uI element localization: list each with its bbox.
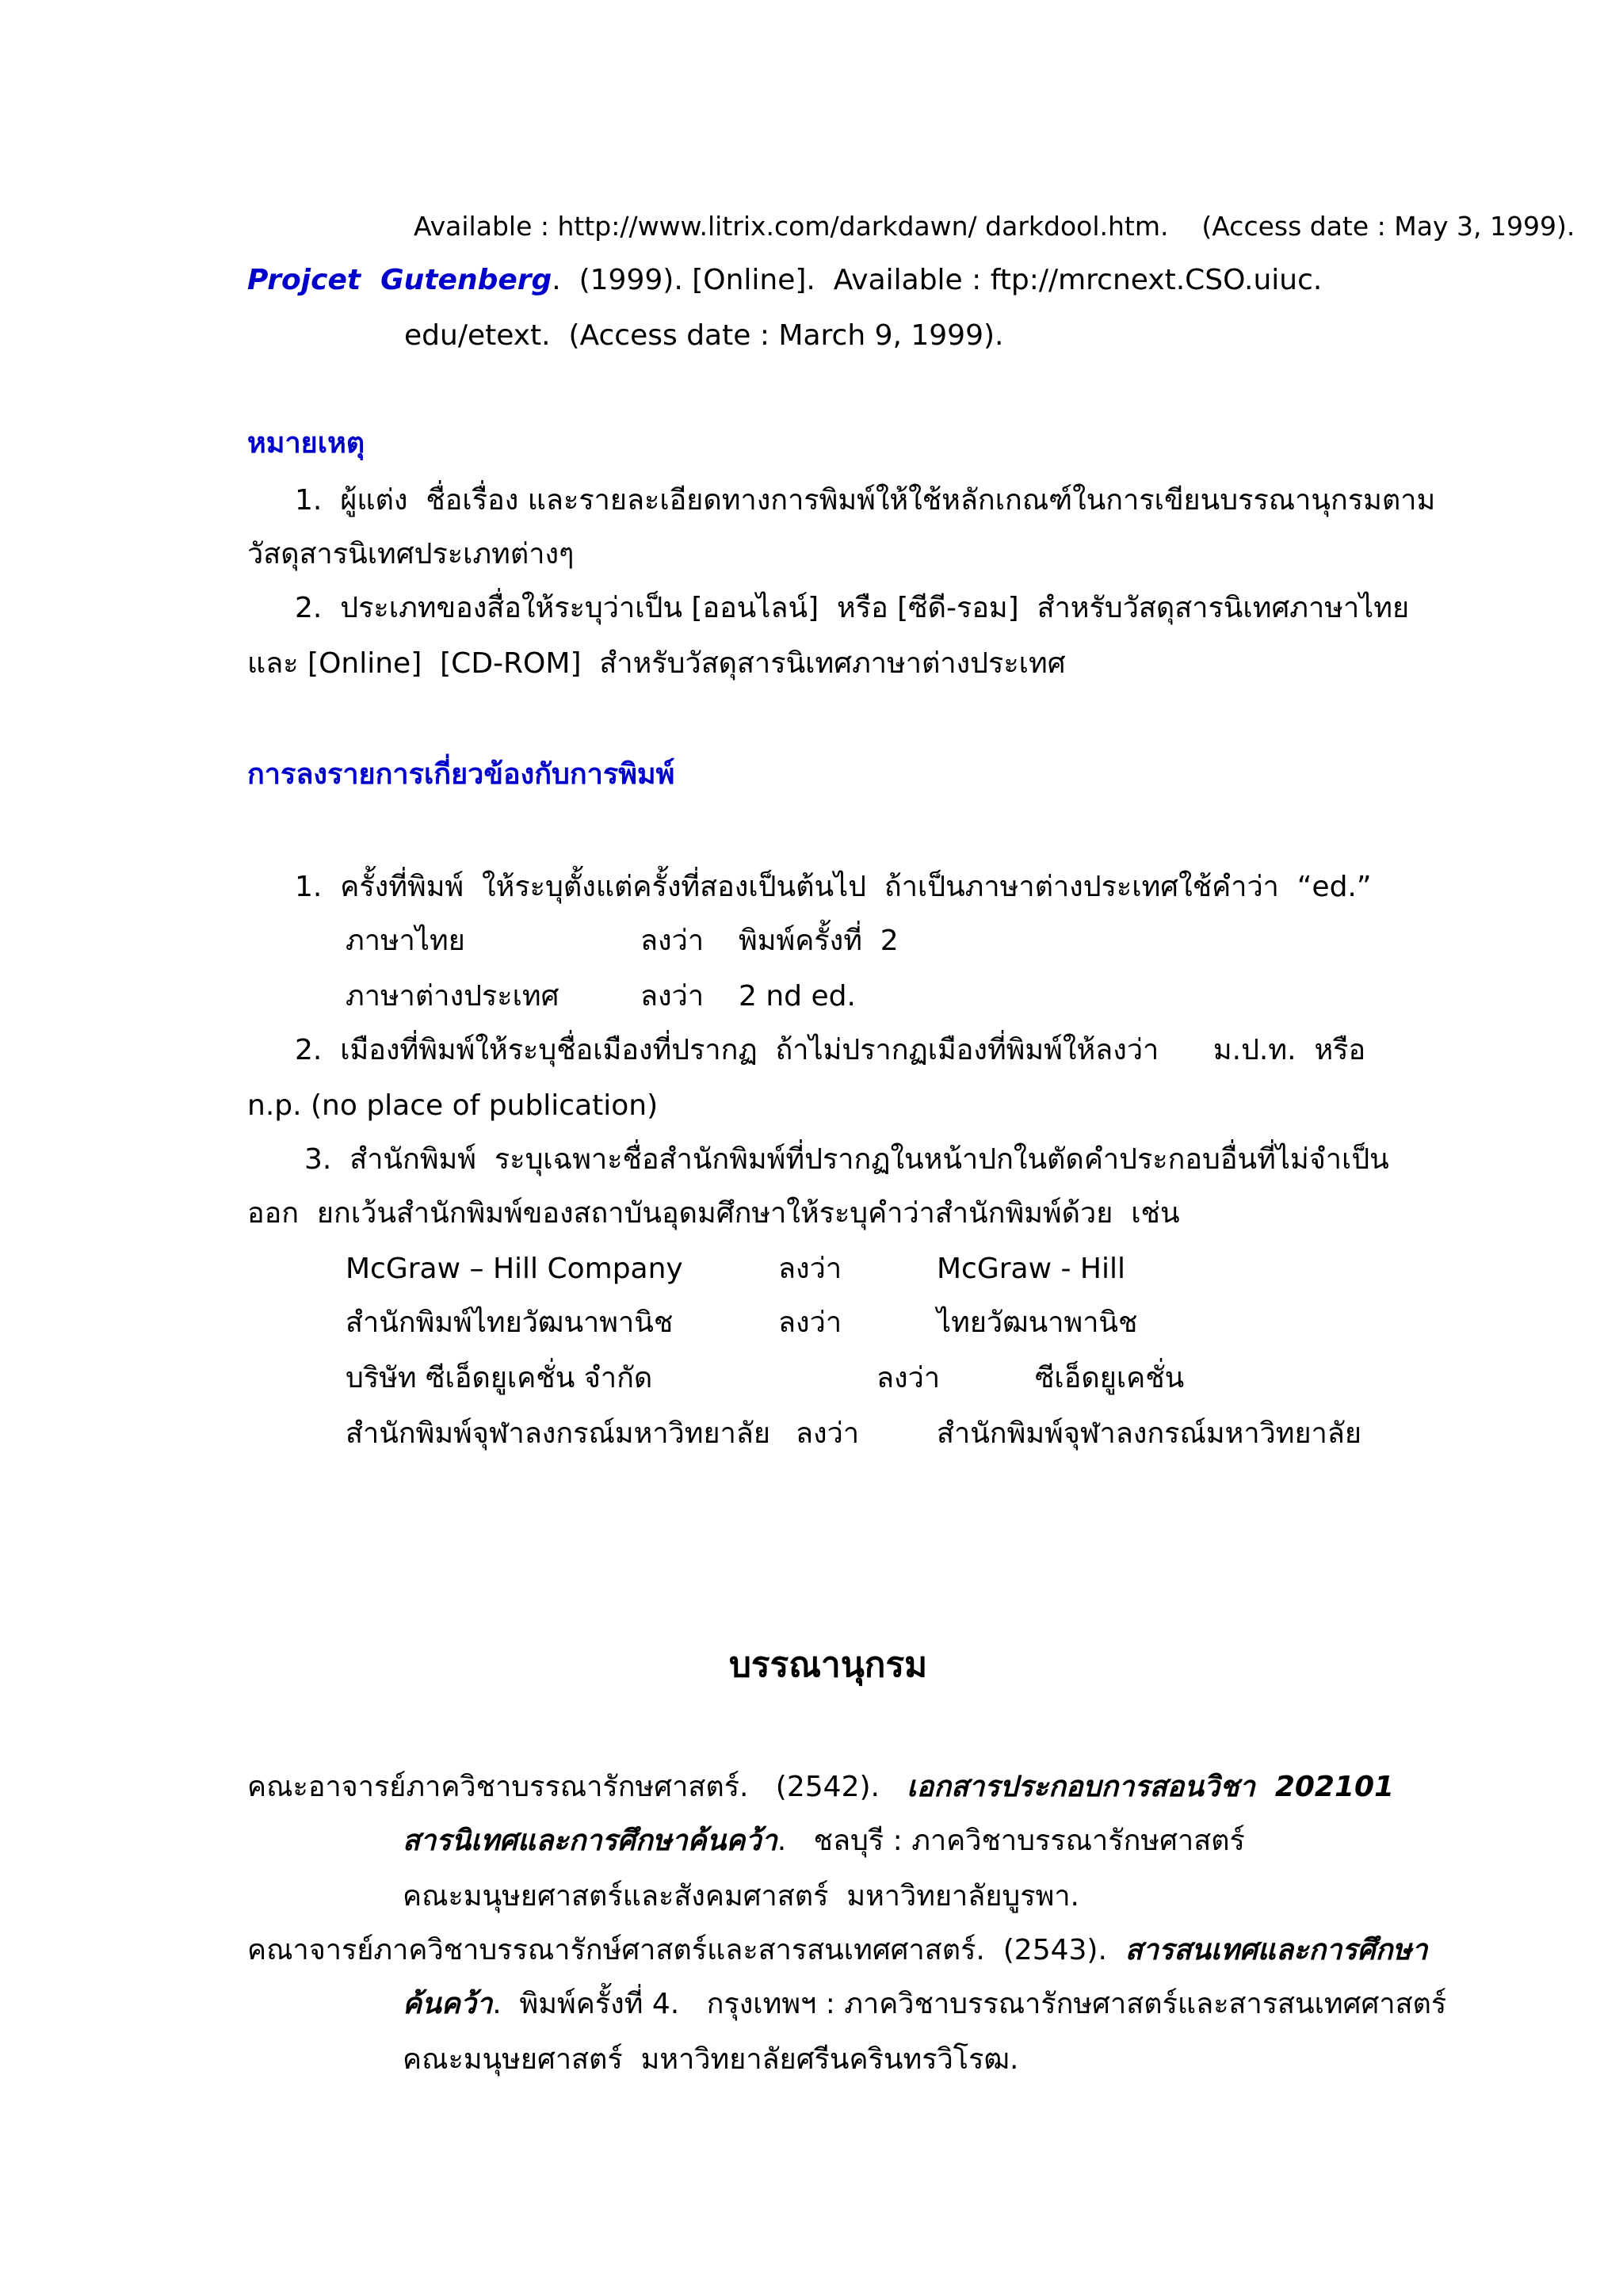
bibliography-title: บรรณานุกรม [729,1645,928,1685]
publisher-example-from: สำนักพิมพ์จุฬาลงกรณ์มหาวิทยาลัย [346,1417,770,1450]
publisher-example-to: สำนักพิมพ์จุฬาลงกรณ์มหาวิทยาลัย [937,1417,1361,1450]
note-item-2: 2. ประเภทของสื่อให้ระบุว่าเป็น [ออนไลน์] หรือ [ซีดี-รอม] สำหรับวัสดุสารนิเทศภาษาไทย [295,592,1410,624]
ex1-lang: ภาษาไทย [346,925,465,957]
bib-entry-1-title: เอกสารประกอบการสอนวิชา 202101 [907,1771,1395,1803]
bib-entry-1 [247,1768,1394,1806]
publisher-example-from: McGraw – Hill Company [346,1253,683,1285]
ex2-lang: ภาษาต่างประเทศ [346,980,559,1013]
bib-entry-1-line2 [403,1822,1245,1860]
bib-entry-2-line2 [403,1985,1446,2023]
note-item-2-cont: และ [Online] [CD-ROM] สำหรับวัสดุสารนิเทศภาษาต่างประเทศ [247,647,1066,680]
note-item-1-cont: วัสดุสารนิเทศประเภทต่างๆ [247,538,575,570]
pub-item-1: 1. ครั้งที่พิมพ์ ให้ระบุตั้งแต่ครั้งที่สองเป็นต้นไป ถ้าเป็นภาษาต่างประเทศใช้คำว่า “ed.” [295,871,1372,903]
publisher-example-from: สำนักพิมพ์ไทยวัฒนาพานิช [346,1306,674,1339]
ex1-verb: ลงว่า [640,925,705,957]
bib-entry-2-line3: คณะมนุษยศาสตร์ มหาวิทยาลัยศรีนครินทรวิโรฒ. [403,2043,1019,2076]
notes-heading: หมายเหตุ [247,427,365,460]
ref-gutenberg [247,261,1322,299]
publisher-example-verb: ลงว่า [778,1253,842,1285]
bib-entry-2 [247,1932,1427,1970]
ex1-value: พิมพ์ครั้งที่ 2 [739,925,899,957]
bib-entry-2-title-cont: ค้นคว้า [403,1988,493,2020]
publisher-example-from: บริษัท ซีเอ็ดยูเคชั่น จำกัด [346,1362,653,1394]
publisher-example-to: ไทยวัฒนาพานิช [937,1306,1138,1339]
publisher-example-to: ซีเอ็ดยูเคชั่น [1035,1362,1185,1394]
publisher-example-verb: ลงว่า [876,1362,941,1394]
note-item-1: 1. ผู้แต่ง ชื่อเรื่อง และรายละเอียดทางการพิมพ์ให้ใช้หลักเกณฑ์ในการเขียนบรรณานุกรมตาม [295,484,1436,517]
pub-item-2-cont: n.p. (no place of publication) [247,1089,659,1122]
ex2-verb: ลงว่า [640,980,705,1013]
bib-entry-1-publisher: . ชลบุรี : ภาควิชาบรรณารักษศาสตร์ [777,1825,1245,1857]
bib-entry-2-title: สารสนเทศและการศึกษา [1125,1934,1428,1966]
pub-item-2: 2. เมืองที่พิมพ์ให้ระบุชื่อเมืองที่ปรากฏ ถ้าไม่ปรากฏเมืองที่พิมพ์ให้ลงว่า ม.ป.ท. หรือ [295,1034,1366,1066]
publishing-heading: การลงรายการเกี่ยวข้องกับการพิมพ์ [247,758,675,791]
bib-entry-2-publisher: . พิมพ์ครั้งที่ 4. กรุงเทพฯ : ภาควิชาบรรณารักษศาสตร์และสารสนเทศศาสตร์ [492,1988,1447,2020]
publisher-example-verb: ลงว่า [778,1306,842,1339]
pub-item-3: 3. สำนักพิมพ์ ระบุเฉพาะชื่อสำนักพิมพ์ที่ปรากฏในหน้าปกในตัดคำประกอบอื่นที่ไม่จำเป็น [304,1143,1389,1176]
publisher-example-verb: ลงว่า [796,1417,860,1450]
publisher-example-to: McGraw - Hill [937,1253,1126,1285]
ref-gutenberg-title: Projcet Gutenberg [247,264,552,296]
bib-entry-1-line3: คณะมนุษยศาสตร์และสังคมศาสตร์ มหาวิทยาลัยบูรพา. [403,1880,1079,1913]
pub-item-3-cont: ออก ยกเว้นสำนักพิมพ์ของสถาบันอุดมศึกษาให้ระบุคำว่าสำนักพิมพ์ด้วย เช่น [247,1197,1180,1230]
bib-entry-1-author: คณะอาจารย์ภาควิชาบรรณารักษศาสตร์. (2542). [247,1771,907,1803]
ref-gutenberg-cont: edu/etext. (Access date : March 9, 1999). [404,319,1004,352]
ref-available-litrix: Available : http://www.litrix.com/darkdawn/ darkdool.htm. (Access date : May 3, 1999). [414,211,1575,242]
bib-entry-1-title-cont: สารนิเทศและการศึกษาค้นคว้า [403,1825,777,1857]
bib-entry-2-author: คณาจารย์ภาควิชาบรรณารักษ์ศาสตร์และสารสนเทศศาสตร์. (2543). [247,1934,1125,1966]
ref-gutenberg-rest: . (1999). [Online]. Available : ftp://mrcnext.CSO.uiuc. [552,264,1323,296]
ex2-value: 2 nd ed. [739,980,856,1013]
